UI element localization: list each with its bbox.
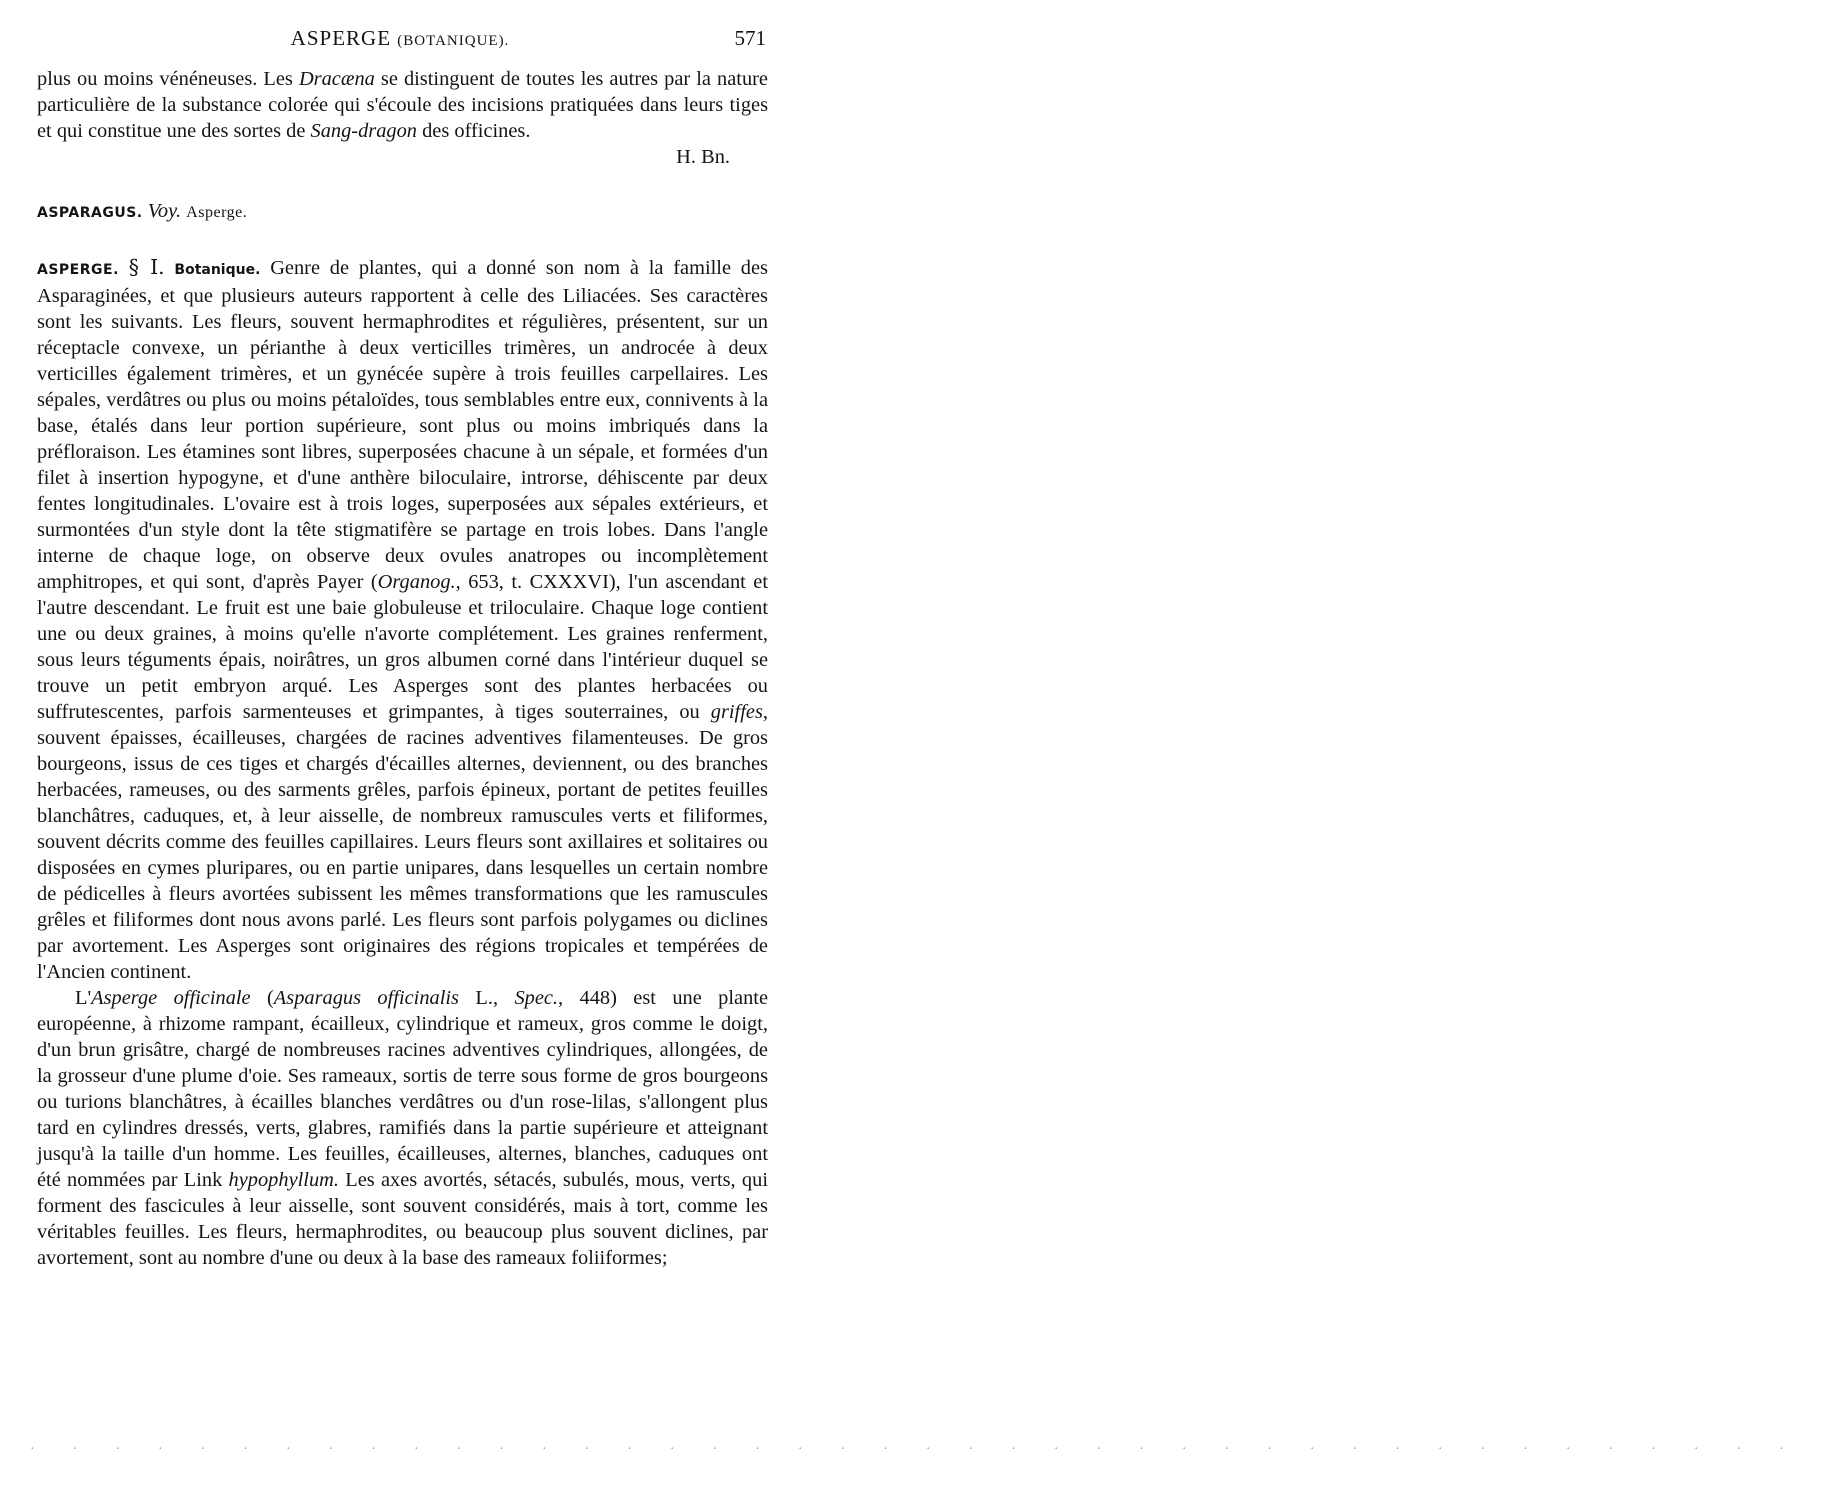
italic-term: Asperge officinale — [91, 987, 251, 1009]
italic-term: hypophyllum. — [228, 1169, 339, 1191]
asperge-paragraph — [37, 254, 768, 985]
italic-term: griffes — [710, 701, 763, 723]
author-signature: H. Bn. — [676, 146, 730, 168]
entry-keyword: ASPARAGUS. — [37, 205, 143, 221]
section-mark: § I. — [128, 255, 165, 279]
running-title — [0, 26, 800, 51]
text-run: Genre de plantes, qui a donné son nom à la famille des Asparaginées, et que plusieurs auteurs rapportent à celle des Liliacées. Ses caractères sont les suivants. Les fleurs, souvent hermaphrodites et régulières, présentent, sur un réceptacle convexe, un périanthe à deux verticilles trimères, un androcée à deux verticilles également trimères, et un gynécée supère à trois feuilles carpellaires. Les sépales, verdâtres ou plus ou moins pétaloïdes, tous semblables entre eux, connivents à la base, étalés dans leur portion supérieure, sont plus ou moins imbriqués dans la préfloraison. Les étamines sont libres, superposées chacune à un sépale, et formées d'un filet à insertion hypogyne, et d'une anthère biloculaire, introrse, déhiscente par deux fentes longitudinales. L'ovaire est à trois loges, superposées aux sépales extérieurs, et surmontées d'un style dont la tête stigmatifère se partage en trois lobes. Dans l'angle interne de chaque loge, on observe deux ovules anatropes ou incomplètement amphitropes, et qui sont, d'après Payer ( — [37, 257, 768, 593]
italic-term: Organog. — [377, 571, 456, 593]
scan-artifact-dots: ·········································· — [30, 1442, 1822, 1457]
voy-label: Voy. — [147, 200, 182, 222]
spacer — [37, 226, 768, 254]
text-run: , souvent épaisses, écailleuses, chargées de racines adventives filamenteuses. De gros bourgeons, issus de ces tiges et chargés d'écailles alternes, deviennent, ou des branches herbacées, rameuses, ou des sarments grêles, parfois épineux, portant de petites feuilles blanchâtres, caduques, et, à leur aisselle, de nombreux ramuscules verts et filiformes, souvent décrits comme des feuilles capillaires. Leurs fleurs sont axillaires et solitaires ou disposées en cymes pluripares, ou en partie unipares, dans lesquelles un certain nombre de pédicelles à fleurs avortées subissent les mêmes transformations que les ramuscules grêles et filiformes dont nous avons parlé. Les fleurs sont parfois polygames ou diclines par avortement. Les Asperges sont originaires des régions tropicales et tempérées de l'Ancien continent. — [37, 701, 768, 983]
text-run: ( — [250, 987, 274, 1009]
text-run: , 448) est une plante européenne, à rhizome rampant, écailleux, cylindrique et rameux, gros comme le doigt, d'un brun grisâtre, chargé de nombreuses racines adventives cylindriques, allongées, de la grosseur d'une plume d'oie. Ses rameaux, sortis de terre sous forme de gros bourgeons ou turions blanchâtres, à écailles blanches verdâtres ou d'un rose-lilas, s'allongent plus tard en cylindres dressés, verts, glabres, ramifiés dans la partie supérieure et atteignant jusqu'à la taille d'un homme. Les feuilles, écailleuses, alternes, blanches, caduques ont été nommées par Link — [37, 987, 768, 1191]
text-run: se distinguent de toutes les autres par la nature particulière de la substance colorée qui s'écoule des incisions pratiquées dans leurs tiges et qui constitue une des sortes de — [37, 68, 768, 142]
text-run: L' — [75, 987, 92, 1009]
spacer — [37, 170, 768, 198]
italic-term: Sang-dragon — [310, 120, 417, 142]
crossref-target: Asperge. — [186, 204, 248, 221]
officinale-paragraph — [37, 985, 768, 1271]
text-run: plus ou moins vénéneuses. Les — [37, 68, 299, 90]
running-title-main: ASPERGE — [290, 26, 392, 50]
asparagus-crossref — [37, 198, 768, 226]
italic-term: Dracæna — [298, 68, 375, 90]
text-run: , 653, t. CXXXVI), l'un ascendant et l'autre descendant. Le fruit est une baie globuleuse et triloculaire. Chaque loge contient une ou deux graines, à moins qu'elle n'avorte complétement. Les graines renferment, sous leurs téguments épais, noirâtres, un gros albumen corné dans l'intérieur duquel se trouve un petit embryon arqué. Les Asperges sont des plantes herbacées ou suffrutescentes, parfois sarmenteuses et grimpantes, à tiges souterraines, ou — [37, 571, 768, 723]
running-header — [0, 26, 800, 58]
body-text — [37, 66, 768, 1271]
page-number: 571 — [734, 26, 766, 50]
running-title-sub: (BOTANIQUE). — [397, 33, 510, 49]
text-run: L., — [459, 987, 515, 1009]
italic-term: Spec. — [514, 987, 559, 1009]
section-label: Botanique. — [174, 262, 261, 278]
dracaena-paragraph — [37, 66, 768, 144]
italic-term: Asparagus officinalis — [273, 987, 459, 1009]
entry-keyword: ASPERGE. — [37, 262, 119, 278]
text-run: des officines. — [417, 120, 531, 142]
text-run: Les axes avortés, sétacés, subulés, mous, verts, qui forment des fascicules à leur aisselle, sont souvent considérés, mais à tort, comme les véritables feuilles. Les fleurs, hermaphrodites, ou beaucoup plus souvent diclines, par avortement, sont au nombre d'une ou deux à la base des rameaux foliiformes; — [37, 1169, 768, 1269]
